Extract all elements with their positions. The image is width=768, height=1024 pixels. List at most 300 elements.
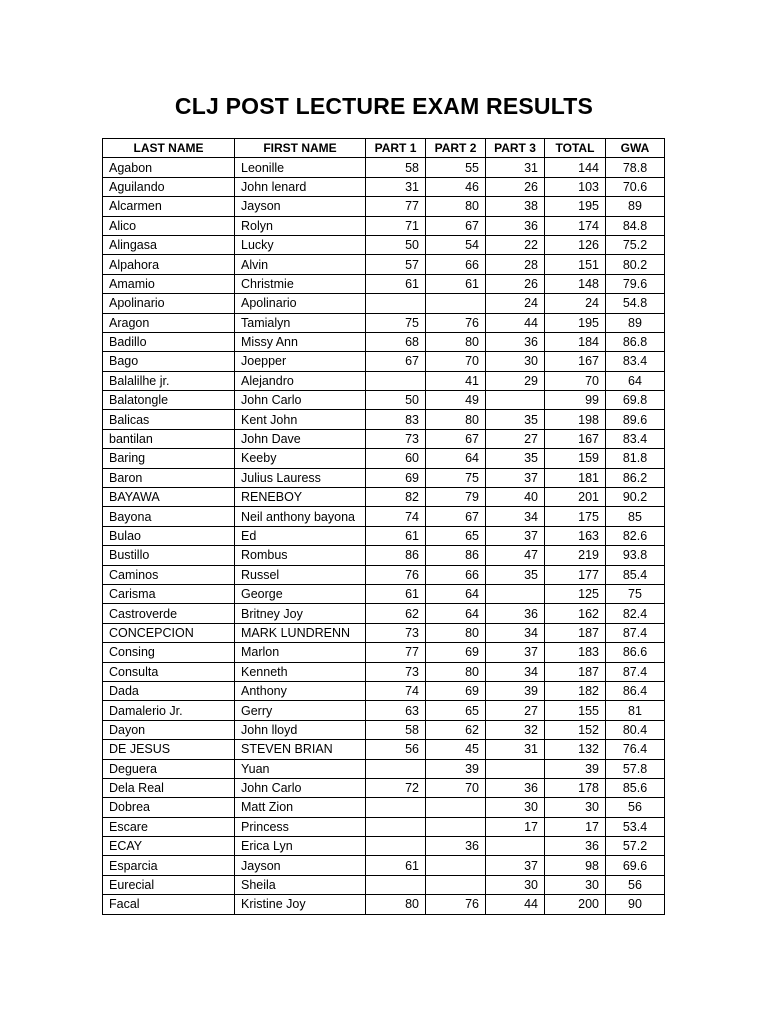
gwa-cell: 69.6 <box>606 856 665 875</box>
table-row <box>103 410 665 429</box>
part-1-cell: 77 <box>366 197 426 216</box>
part-1-cell <box>366 759 426 778</box>
table-row <box>103 778 665 797</box>
first-name-cell: John Carlo <box>235 391 366 410</box>
part-1-cell <box>366 817 426 836</box>
header-part-1: PART 1 <box>366 139 426 158</box>
part-1-cell <box>366 875 426 894</box>
part-3-cell: 47 <box>486 546 545 565</box>
part-3-cell: 31 <box>486 158 545 177</box>
results-table <box>102 138 665 915</box>
table-body <box>103 158 665 914</box>
last-name-cell: Badillo <box>103 332 235 351</box>
gwa-cell: 76.4 <box>606 740 665 759</box>
table-row <box>103 584 665 603</box>
first-name-cell: Keeby <box>235 449 366 468</box>
part-3-cell: 24 <box>486 294 545 313</box>
gwa-cell: 86.8 <box>606 332 665 351</box>
table-row <box>103 352 665 371</box>
part-1-cell: 82 <box>366 488 426 507</box>
part-2-cell: 64 <box>426 449 486 468</box>
first-name-cell: Joepper <box>235 352 366 371</box>
table-row <box>103 526 665 545</box>
part-1-cell <box>366 837 426 856</box>
total-cell: 201 <box>545 488 606 507</box>
last-name-cell: Aragon <box>103 313 235 332</box>
total-cell: 167 <box>545 429 606 448</box>
last-name-cell: Deguera <box>103 759 235 778</box>
total-cell: 36 <box>545 837 606 856</box>
part-2-cell: 61 <box>426 274 486 293</box>
first-name-cell: John lenard <box>235 177 366 196</box>
part-3-cell: 34 <box>486 507 545 526</box>
part-3-cell: 17 <box>486 817 545 836</box>
gwa-cell: 86.4 <box>606 681 665 700</box>
first-name-cell: Kenneth <box>235 662 366 681</box>
total-cell: 183 <box>545 643 606 662</box>
part-3-cell: 37 <box>486 643 545 662</box>
table-row <box>103 468 665 487</box>
part-1-cell: 75 <box>366 313 426 332</box>
part-1-cell: 58 <box>366 720 426 739</box>
part-1-cell: 83 <box>366 410 426 429</box>
part-3-cell: 34 <box>486 662 545 681</box>
part-2-cell: 67 <box>426 216 486 235</box>
gwa-cell: 87.4 <box>606 662 665 681</box>
first-name-cell: John lloyd <box>235 720 366 739</box>
part-2-cell: 54 <box>426 235 486 254</box>
gwa-cell: 78.8 <box>606 158 665 177</box>
part-3-cell: 39 <box>486 681 545 700</box>
header-first-name: FIRST NAME <box>235 139 366 158</box>
last-name-cell: Amamio <box>103 274 235 293</box>
total-cell: 148 <box>545 274 606 293</box>
last-name-cell: Escare <box>103 817 235 836</box>
total-cell: 30 <box>545 875 606 894</box>
part-3-cell: 37 <box>486 526 545 545</box>
first-name-cell: Julius Lauress <box>235 468 366 487</box>
part-3-cell: 35 <box>486 449 545 468</box>
first-name-cell: Marlon <box>235 643 366 662</box>
table-row <box>103 875 665 894</box>
last-name-cell: Baring <box>103 449 235 468</box>
gwa-cell: 83.4 <box>606 352 665 371</box>
gwa-cell: 93.8 <box>606 546 665 565</box>
part-1-cell: 69 <box>366 468 426 487</box>
table-row <box>103 449 665 468</box>
total-cell: 177 <box>545 565 606 584</box>
total-cell: 159 <box>545 449 606 468</box>
part-1-cell: 62 <box>366 604 426 623</box>
part-2-cell <box>426 875 486 894</box>
table-row <box>103 488 665 507</box>
table-row <box>103 313 665 332</box>
part-2-cell: 39 <box>426 759 486 778</box>
part-2-cell: 80 <box>426 410 486 429</box>
table-row <box>103 798 665 817</box>
last-name-cell: Consulta <box>103 662 235 681</box>
part-2-cell: 67 <box>426 507 486 526</box>
total-cell: 103 <box>545 177 606 196</box>
gwa-cell: 57.8 <box>606 759 665 778</box>
table-row <box>103 158 665 177</box>
last-name-cell: Consing <box>103 643 235 662</box>
part-1-cell: 63 <box>366 701 426 720</box>
total-cell: 182 <box>545 681 606 700</box>
first-name-cell: Rolyn <box>235 216 366 235</box>
part-2-cell <box>426 856 486 875</box>
part-3-cell: 26 <box>486 177 545 196</box>
gwa-cell: 53.4 <box>606 817 665 836</box>
gwa-cell: 82.4 <box>606 604 665 623</box>
last-name-cell: Bulao <box>103 526 235 545</box>
gwa-cell: 81 <box>606 701 665 720</box>
part-3-cell <box>486 391 545 410</box>
part-1-cell: 72 <box>366 778 426 797</box>
part-2-cell: 80 <box>426 623 486 642</box>
table-row <box>103 255 665 274</box>
gwa-cell: 79.6 <box>606 274 665 293</box>
part-2-cell: 49 <box>426 391 486 410</box>
last-name-cell: Alpahora <box>103 255 235 274</box>
total-cell: 17 <box>545 817 606 836</box>
table-row <box>103 759 665 778</box>
total-cell: 152 <box>545 720 606 739</box>
total-cell: 181 <box>545 468 606 487</box>
total-cell: 184 <box>545 332 606 351</box>
part-2-cell: 66 <box>426 565 486 584</box>
part-2-cell: 36 <box>426 837 486 856</box>
first-name-cell: Kristine Joy <box>235 895 366 914</box>
gwa-cell: 54.8 <box>606 294 665 313</box>
header-part-3: PART 3 <box>486 139 545 158</box>
first-name-cell: Tamialyn <box>235 313 366 332</box>
part-1-cell: 58 <box>366 158 426 177</box>
part-3-cell: 38 <box>486 197 545 216</box>
part-2-cell <box>426 294 486 313</box>
first-name-cell: STEVEN BRIAN <box>235 740 366 759</box>
first-name-cell: Rombus <box>235 546 366 565</box>
gwa-cell: 57.2 <box>606 837 665 856</box>
part-2-cell: 65 <box>426 701 486 720</box>
gwa-cell: 90.2 <box>606 488 665 507</box>
gwa-cell: 82.6 <box>606 526 665 545</box>
total-cell: 126 <box>545 235 606 254</box>
part-3-cell: 36 <box>486 332 545 351</box>
first-name-cell: Princess <box>235 817 366 836</box>
last-name-cell: bantilan <box>103 429 235 448</box>
part-3-cell: 44 <box>486 895 545 914</box>
part-2-cell: 80 <box>426 197 486 216</box>
gwa-cell: 81.8 <box>606 449 665 468</box>
part-1-cell <box>366 371 426 390</box>
last-name-cell: Alcarmen <box>103 197 235 216</box>
first-name-cell: Lucky <box>235 235 366 254</box>
total-cell: 175 <box>545 507 606 526</box>
part-3-cell: 37 <box>486 468 545 487</box>
first-name-cell: Christmie <box>235 274 366 293</box>
part-3-cell <box>486 584 545 603</box>
total-cell: 99 <box>545 391 606 410</box>
last-name-cell: Damalerio Jr. <box>103 701 235 720</box>
last-name-cell: Esparcia <box>103 856 235 875</box>
part-1-cell: 56 <box>366 740 426 759</box>
first-name-cell: Erica Lyn <box>235 837 366 856</box>
first-name-cell: Jayson <box>235 856 366 875</box>
part-3-cell: 29 <box>486 371 545 390</box>
last-name-cell: BAYAWA <box>103 488 235 507</box>
part-2-cell: 66 <box>426 255 486 274</box>
gwa-cell: 84.8 <box>606 216 665 235</box>
table-row <box>103 895 665 914</box>
total-cell: 187 <box>545 662 606 681</box>
total-cell: 144 <box>545 158 606 177</box>
last-name-cell: Balalilhe jr. <box>103 371 235 390</box>
total-cell: 39 <box>545 759 606 778</box>
table-row <box>103 177 665 196</box>
last-name-cell: DE JESUS <box>103 740 235 759</box>
part-3-cell: 34 <box>486 623 545 642</box>
gwa-cell: 56 <box>606 798 665 817</box>
first-name-cell: Leonille <box>235 158 366 177</box>
part-2-cell: 67 <box>426 429 486 448</box>
part-3-cell: 44 <box>486 313 545 332</box>
total-cell: 219 <box>545 546 606 565</box>
table-row <box>103 546 665 565</box>
part-2-cell: 64 <box>426 584 486 603</box>
part-2-cell: 70 <box>426 352 486 371</box>
total-cell: 155 <box>545 701 606 720</box>
part-2-cell: 76 <box>426 313 486 332</box>
gwa-cell: 83.4 <box>606 429 665 448</box>
gwa-cell: 87.4 <box>606 623 665 642</box>
part-1-cell: 74 <box>366 507 426 526</box>
part-1-cell: 67 <box>366 352 426 371</box>
gwa-cell: 85.4 <box>606 565 665 584</box>
gwa-cell: 80.2 <box>606 255 665 274</box>
last-name-cell: CONCEPCION <box>103 623 235 642</box>
last-name-cell: Bago <box>103 352 235 371</box>
part-3-cell: 36 <box>486 216 545 235</box>
part-2-cell: 64 <box>426 604 486 623</box>
part-3-cell: 36 <box>486 778 545 797</box>
first-name-cell: Yuan <box>235 759 366 778</box>
part-2-cell: 69 <box>426 643 486 662</box>
part-2-cell: 80 <box>426 332 486 351</box>
part-2-cell <box>426 798 486 817</box>
first-name-cell: RENEBOY <box>235 488 366 507</box>
part-3-cell <box>486 759 545 778</box>
first-name-cell: Apolinario <box>235 294 366 313</box>
part-3-cell <box>486 837 545 856</box>
part-1-cell: 73 <box>366 662 426 681</box>
total-cell: 178 <box>545 778 606 797</box>
total-cell: 125 <box>545 584 606 603</box>
part-1-cell: 61 <box>366 584 426 603</box>
last-name-cell: Facal <box>103 895 235 914</box>
table-row <box>103 274 665 293</box>
part-3-cell: 32 <box>486 720 545 739</box>
part-1-cell: 77 <box>366 643 426 662</box>
table-row <box>103 740 665 759</box>
header-last-name: LAST NAME <box>103 139 235 158</box>
last-name-cell: Agabon <box>103 158 235 177</box>
first-name-cell: George <box>235 584 366 603</box>
gwa-cell: 90 <box>606 895 665 914</box>
part-1-cell: 50 <box>366 391 426 410</box>
part-1-cell: 61 <box>366 274 426 293</box>
part-3-cell: 27 <box>486 701 545 720</box>
part-3-cell: 31 <box>486 740 545 759</box>
part-2-cell: 62 <box>426 720 486 739</box>
last-name-cell: Alico <box>103 216 235 235</box>
total-cell: 174 <box>545 216 606 235</box>
last-name-cell: Dela Real <box>103 778 235 797</box>
last-name-cell: Alingasa <box>103 235 235 254</box>
gwa-cell: 56 <box>606 875 665 894</box>
first-name-cell: John Dave <box>235 429 366 448</box>
last-name-cell: Apolinario <box>103 294 235 313</box>
part-1-cell: 73 <box>366 429 426 448</box>
part-1-cell: 68 <box>366 332 426 351</box>
total-cell: 195 <box>545 197 606 216</box>
table-row <box>103 565 665 584</box>
header-total: TOTAL <box>545 139 606 158</box>
gwa-cell: 86.6 <box>606 643 665 662</box>
part-2-cell <box>426 817 486 836</box>
last-name-cell: ECAY <box>103 837 235 856</box>
table-row <box>103 429 665 448</box>
last-name-cell: Aguilando <box>103 177 235 196</box>
table-row <box>103 643 665 662</box>
table-row <box>103 216 665 235</box>
part-3-cell: 35 <box>486 565 545 584</box>
part-2-cell: 65 <box>426 526 486 545</box>
first-name-cell: Kent John <box>235 410 366 429</box>
part-3-cell: 30 <box>486 352 545 371</box>
part-1-cell: 73 <box>366 623 426 642</box>
first-name-cell: Ed <box>235 526 366 545</box>
last-name-cell: Dobrea <box>103 798 235 817</box>
gwa-cell: 85.6 <box>606 778 665 797</box>
part-1-cell <box>366 294 426 313</box>
total-cell: 187 <box>545 623 606 642</box>
total-cell: 198 <box>545 410 606 429</box>
last-name-cell: Dayon <box>103 720 235 739</box>
part-1-cell: 60 <box>366 449 426 468</box>
part-3-cell: 27 <box>486 429 545 448</box>
part-1-cell: 76 <box>366 565 426 584</box>
part-2-cell: 55 <box>426 158 486 177</box>
table-row <box>103 332 665 351</box>
part-2-cell: 70 <box>426 778 486 797</box>
header-part-2: PART 2 <box>426 139 486 158</box>
part-2-cell: 45 <box>426 740 486 759</box>
header-gwa: GWA <box>606 139 665 158</box>
total-cell: 151 <box>545 255 606 274</box>
first-name-cell: Alejandro <box>235 371 366 390</box>
part-2-cell: 75 <box>426 468 486 487</box>
gwa-cell: 64 <box>606 371 665 390</box>
table-row <box>103 604 665 623</box>
part-3-cell: 40 <box>486 488 545 507</box>
first-name-cell: Alvin <box>235 255 366 274</box>
part-1-cell: 50 <box>366 235 426 254</box>
part-1-cell: 61 <box>366 856 426 875</box>
total-cell: 24 <box>545 294 606 313</box>
last-name-cell: Balatongle <box>103 391 235 410</box>
table-row <box>103 856 665 875</box>
part-2-cell: 80 <box>426 662 486 681</box>
part-3-cell: 36 <box>486 604 545 623</box>
part-3-cell: 28 <box>486 255 545 274</box>
part-2-cell: 41 <box>426 371 486 390</box>
header-row <box>103 139 665 158</box>
gwa-cell: 70.6 <box>606 177 665 196</box>
total-cell: 70 <box>545 371 606 390</box>
first-name-cell: Gerry <box>235 701 366 720</box>
first-name-cell: Neil anthony bayona <box>235 507 366 526</box>
last-name-cell: Bayona <box>103 507 235 526</box>
total-cell: 132 <box>545 740 606 759</box>
first-name-cell: Missy Ann <box>235 332 366 351</box>
total-cell: 162 <box>545 604 606 623</box>
last-name-cell: Baron <box>103 468 235 487</box>
part-2-cell: 76 <box>426 895 486 914</box>
part-1-cell: 86 <box>366 546 426 565</box>
total-cell: 167 <box>545 352 606 371</box>
total-cell: 200 <box>545 895 606 914</box>
gwa-cell: 80.4 <box>606 720 665 739</box>
last-name-cell: Carisma <box>103 584 235 603</box>
gwa-cell: 75 <box>606 584 665 603</box>
table-row <box>103 294 665 313</box>
part-2-cell: 69 <box>426 681 486 700</box>
table-row <box>103 623 665 642</box>
part-1-cell: 61 <box>366 526 426 545</box>
first-name-cell: Russel <box>235 565 366 584</box>
table-row <box>103 681 665 700</box>
part-3-cell: 30 <box>486 875 545 894</box>
part-1-cell: 57 <box>366 255 426 274</box>
gwa-cell: 75.2 <box>606 235 665 254</box>
table-row <box>103 197 665 216</box>
last-name-cell: Balicas <box>103 410 235 429</box>
first-name-cell: Matt Zion <box>235 798 366 817</box>
first-name-cell: MARK LUNDRENN <box>235 623 366 642</box>
part-2-cell: 79 <box>426 488 486 507</box>
part-1-cell: 80 <box>366 895 426 914</box>
total-cell: 30 <box>545 798 606 817</box>
gwa-cell: 85 <box>606 507 665 526</box>
table-row <box>103 235 665 254</box>
gwa-cell: 89.6 <box>606 410 665 429</box>
last-name-cell: Bustillo <box>103 546 235 565</box>
first-name-cell: Britney Joy <box>235 604 366 623</box>
part-3-cell: 26 <box>486 274 545 293</box>
gwa-cell: 69.8 <box>606 391 665 410</box>
table-row <box>103 701 665 720</box>
first-name-cell: Sheila <box>235 875 366 894</box>
table-row <box>103 837 665 856</box>
part-1-cell: 31 <box>366 177 426 196</box>
part-3-cell: 30 <box>486 798 545 817</box>
table-row <box>103 720 665 739</box>
part-1-cell: 74 <box>366 681 426 700</box>
part-3-cell: 35 <box>486 410 545 429</box>
part-3-cell: 37 <box>486 856 545 875</box>
first-name-cell: John Carlo <box>235 778 366 797</box>
